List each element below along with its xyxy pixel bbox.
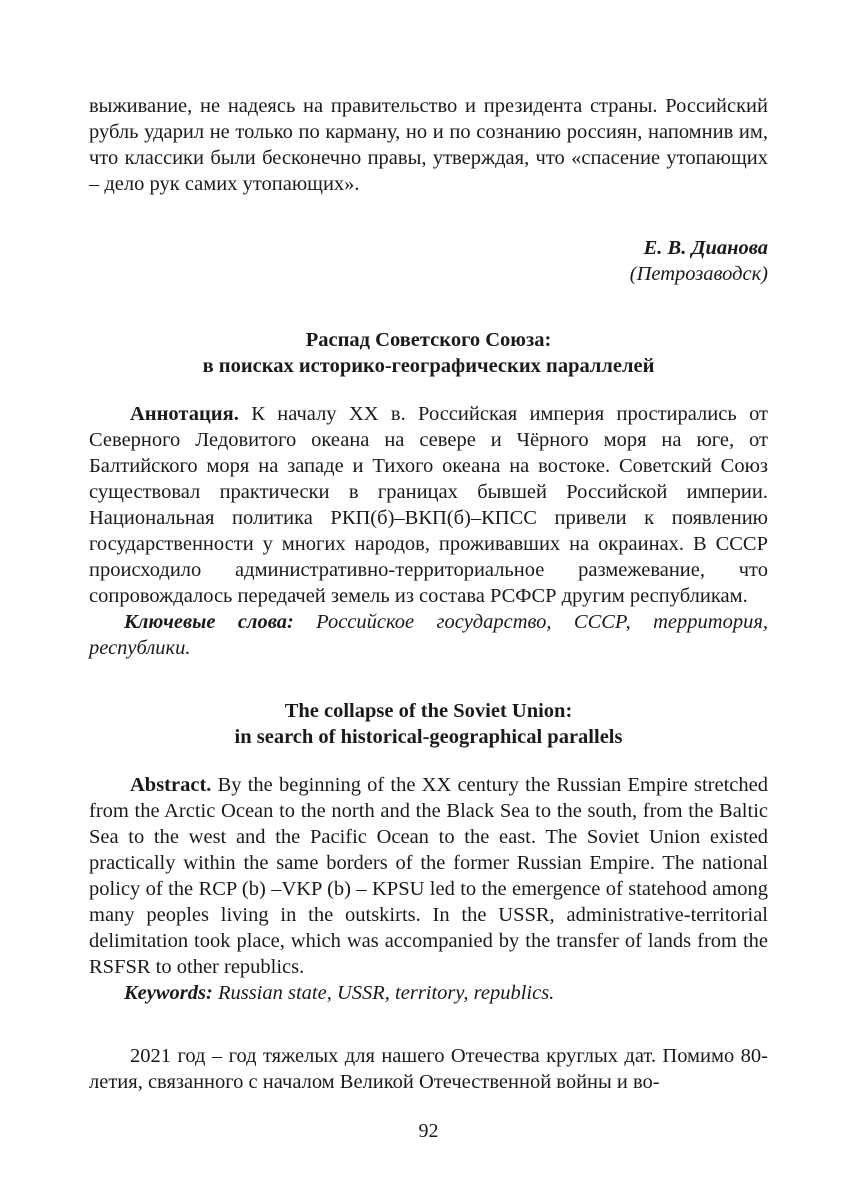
title-en-line2: in search of historical-geographical parallels [234,726,623,748]
keywords-ru-label: Ключевые слова: [124,611,294,633]
abstract-label: Abstract. [130,774,212,796]
title-en-line1: The collapse of the Soviet Union: [284,700,573,722]
keywords-en [89,980,768,1006]
body-paragraph: 2021 год – год тяжелых для нашего Отечества круглых дат. Помимо 80-летия, связанного с началом Великой Отечественной войны и во- [89,1045,768,1093]
title-ru-line2: в поисках историко-географических параллелей [202,355,655,377]
page-content [89,93,768,1095]
annotation-paragraph [89,401,768,609]
intro-paragraph: выживание, не надеясь на правительство и президента страны. Российский рубль ударил не только по карману, но и по сознанию россиян, напомнив им, что классики были бесконечно правы, утверждая, что «спасение утопающих – дело рук самих утопающих». [89,95,768,195]
keywords-ru [89,609,768,661]
keywords-en-label: Keywords: [124,982,213,1004]
annotation-label: Аннотация. [130,403,239,425]
author-block [89,235,768,287]
title-ru-line1: Распад Советского Союза: [305,329,552,351]
article-title-en [89,698,768,750]
abstract-text: By the beginning of the XX century the Russian Empire stretched from the Arctic Ocean to the north and the Black Sea to the south, from the Baltic Sea to the west and the Pacific Ocean to the east. The Soviet Union existed practically within the same borders of the former Russian Empire. The national policy of the RCP (b) –VKP (b) – KPSU led to the emergence of statehood among many peoples living in the outskirts. In the USSR, administrative-territorial delimitation took place, which was accompanied by the transfer of lands from the RSFSR to other republics. [89,774,768,978]
keywords-ru-text: Российское государство, СССР, территория, республики. [89,611,768,659]
abstract-paragraph [89,772,768,980]
page-number: 92 [418,1120,439,1142]
author-name: Е. В. Дианова [643,237,768,259]
author-city: (Петрозаводск) [629,263,768,285]
keywords-en-text: Russian state, USSR, territory, republics. [217,982,555,1004]
article-title-ru [89,327,768,379]
annotation-text: К началу XX в. Российская империя простирались от Северного Ледовитого океана на севере и Чёрного моря на юге, от Балтийского моря на западе и Тихого океана на востоке. Советский Союз существовал практически в границах бывшей Российской империи. Национальная политика РКП(б)–ВКП(б)–КПСС привели к появлению государственности у многих народов, проживавших на окраинах. В СССР происходило административно-территориальное размежевание, что сопровождалось передачей земель из состава РСФСР другим республикам. [89,403,769,607]
